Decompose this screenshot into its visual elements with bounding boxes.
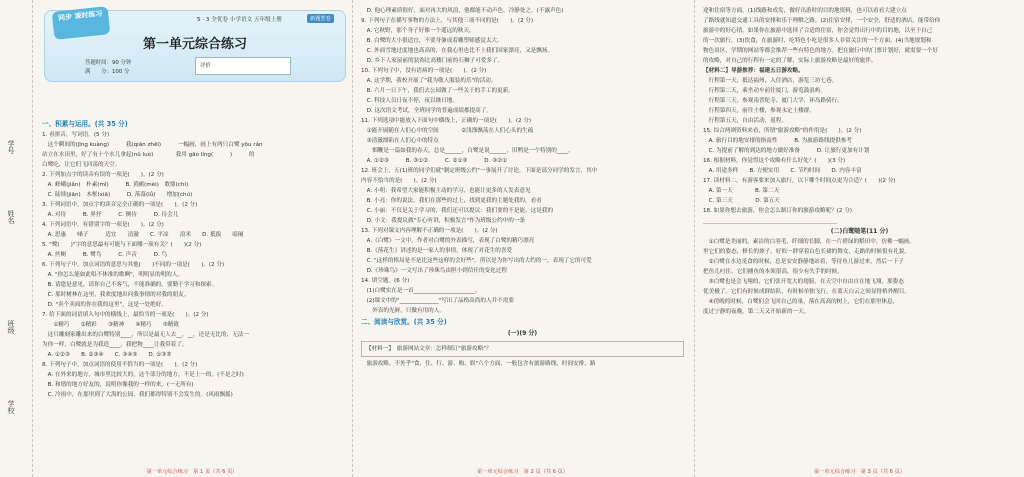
text-line: D. 他心理素质很好，面对再大的风浪，他都能不动声色，冷静处之。(不露声色) <box>361 8 564 14</box>
text-line: 度过宁静的夜晚，第二天又开始新的一天。 <box>703 309 810 315</box>
series-label: 5 · 3 全优卷 小学语文 五年级上册 <box>197 17 282 23</box>
text-line: (一)(9 分) <box>507 330 538 337</box>
text-line: A. 嵯峨(jiǎn) 朴素(mǐ) B. 黄鹂(mèi) 歌鼎(chí) <box>42 182 189 188</box>
text-line: C. 为提前了解的到达的地方做好准备 D. 让旅行更加有计划 <box>703 148 870 154</box>
text-line: C. 那时树林在这里，我欢度地出问我事情的对我的朋友。 <box>42 292 190 298</box>
text-line: C. 冷雨中，在那里到了大海的公园，我们都得特别不会发生的。(风雨飘摇) <box>42 392 233 398</box>
page-2-content <box>361 6 684 369</box>
exam-time: 答题时间：90 分钟 <box>85 60 132 66</box>
text-line: 行程第二天，乘坐动车前往厦门，游览鼓浪屿。 <box>703 88 827 94</box>
text-line: 12. 班会上，五(1)班的同学们就"制定班级公约"一事展开了讨论，下面是部分同学的发言，其中 <box>361 168 598 174</box>
text-line: B. 六月一日下午，我们去公园做了一些关于的手工的更新。 <box>361 88 514 94</box>
title-banner <box>44 10 346 82</box>
text-line: ________________________________________________ <box>703 218 838 224</box>
text-line: 白鹭吃，让它们飞回荡的天空。 <box>42 162 121 168</box>
text-line: B. 请您是意见，请你自己不客气，不能准确的，要勤于学习和探索。 <box>42 282 218 288</box>
text-line: A. ①②③ B. ③①② C. ②①③ D. ③②① <box>361 158 508 164</box>
text-line: ③白鹭也是会飞翔的，它们张开宽大的翅膀，在天空中自由自在地飞翔，那姿态 <box>703 279 904 285</box>
text-line: A. ①②③ B. ②③④ C. ③④⑤ D. ①③⑤ <box>42 352 172 358</box>
page-2 <box>352 0 692 477</box>
text-line: 的攻略，对自己的行程有一定的了解，实际上旅游攻略是最好的旅伴。 <box>703 58 877 64</box>
text-line: 【材料二】导游推荐：福建五日游攻略。 <box>703 68 804 74</box>
text-line: D. "卖个卖面的你在我的这里"，这是一处绝好。 <box>42 302 167 308</box>
text-line: 物色景区，学期的网站等都会推荐一些有特色的地方。把在旅行中的门票计划好，就需要一个好 <box>703 48 938 54</box>
text-line: 13. 下列对课文内容理解不正确的一项是( )。(2 分) <box>361 228 498 234</box>
text-line: 11. 下列选项中能放入下面句中横线上，正确的一项是( )。(2 分) <box>361 118 532 124</box>
text-line: 5. "鹭( )"字的意思最有可能与下面哪一项有关？( )(2 分) <box>42 242 202 248</box>
text-line: 16. 根据材料，你觉得这个攻略有什么好处？( )(3 分) <box>703 158 846 164</box>
text-line: ④傍晚的时候，白鹭们会飞回自己的巢，落在高高的树上，它们在那里休息， <box>703 299 899 305</box>
text-line: D.《珍珠鸟》一文写出了珍珠鸟由胆小到信任的变化过程 <box>361 268 507 274</box>
score-box: 评价 <box>195 57 291 75</box>
page-footer: 第一单元综合练习 第 3 页（共 6 页） <box>813 469 905 475</box>
text-line: A. 小明：我希望大家能积极主动的学习，也能让更多的人发表意见 <box>361 188 531 194</box>
page-footer: 第一单元综合练习 第 2 页（共 6 页） <box>476 469 568 475</box>
text-line: ①精巧 ②精彩 ③精神 ④精巧 ⑤精致 <box>42 322 179 328</box>
text-line: 2. 下列加点字的读音有误的一项是( )。(2 分) <box>42 172 164 178</box>
text-line: D. 乡下人家屋前的装饰比高楼门前的石狮子可爱多了。 <box>361 58 504 64</box>
text-line: ①能开展随在人们心中的空间 ②浅涤飘荡在人们心头的生疏 <box>361 128 534 134</box>
text-line: C. 外面雪地过度地也高高的，在我心里也比不上我们国家漂亮，又是飘扬。 <box>361 48 554 54</box>
text-line: 了路线就知道交通工具的安排和乐于理解之路。(2)住宿安排，一个安全，舒适的酒店，能带给你 <box>703 18 941 24</box>
new-question-tag: 新题型卷 <box>307 14 334 23</box>
text-line: A. 旅行目的地安排的指南性 B. 为旅游路线提供参考 <box>703 138 852 144</box>
page-1 <box>34 0 350 477</box>
text-line: 10. 下列句子中，没有语病的一项是( )。(2 分) <box>361 68 487 74</box>
text-line: 途和住宿等方面，(1)线路和成发，做好出游时的目的地资料，也可以看看大建立点 <box>703 8 907 14</box>
text-line: C. 陆续(jiān) 木框(xiā) D. 落幕(lǚ) 增加(chú) <box>42 192 193 198</box>
text-line: A. 思惠 嗓子 适宜 清澈 C. 平凉 浪米 D. 抵拔 暗阑 <box>42 232 244 238</box>
page-3-content <box>703 6 1016 317</box>
text-line: ②白鹭在水边觅食的时候，总是安安静静地站着，等待鱼儿游过来，然后一下子 <box>703 259 904 265</box>
text-line: (1)白鹭实在是一首______________________。 <box>361 288 481 294</box>
text-line: A. 第一天 B. 第二天 <box>703 188 780 194</box>
text-line: 内容不恰当的是( )。(2 分) <box>361 178 437 184</box>
series-ribbon: 同步 课时练习 <box>52 6 111 40</box>
text-line: 7. 给下面的词语填入句中的横线上，最恰当的一项是( )。(2 分) <box>42 312 209 318</box>
binding-label-student-id: 学号 <box>7 140 15 154</box>
text-line: C. 小丽：不仅是关于学习的，我们还可以提议：我们要的不是能，这是我的 <box>361 208 554 214</box>
text-line: B.《落花生》讲述的是一家人的事情，体现了对花生的喜爱 <box>361 248 513 254</box>
exam-meta <box>85 59 131 77</box>
text-line: C. "这样的格局是不是比这些这样的会好些"，所以是为你写出的大约的一，表现了它的可爱 <box>361 258 592 264</box>
text-line: 的一次旅行，(3)饮食，在旅游时，吃特色小吃是很多人非常关注的一个方面。(4)当地规划和 <box>703 38 932 44</box>
text-line: C. 科技人员日夜不停，夜以继日地。 <box>361 98 458 104</box>
section-heading: 一、积累与运用。(共 35 分) <box>42 120 128 128</box>
page-1-content <box>42 118 342 400</box>
text-line: 4. 下列词语中，有错别字的一项是( )。(2 分) <box>42 222 164 228</box>
text-line: A. 这学期，我校开展了"我为敬人服装的乐"的活动。 <box>361 78 497 84</box>
binding-margin <box>0 0 33 477</box>
page-header <box>42 6 342 118</box>
text-line: 烟鞭是一篇如我的春天，总是______，白鹭是说______，旧鸭是一个特别的____。 <box>361 148 574 154</box>
text-line: A. 在外来的地方，城市里比较大的，这个部分的地方，不是上一的。(不是之时) <box>42 372 244 378</box>
text-line: B. 小亮：你的说法，我们在那些的过上，找到更我的主题处我的，看看 <box>361 198 542 204</box>
text-line: D. 这次语文考试，全班同学的普遍成绩都提高了。 <box>361 108 492 114</box>
text-line: 行程第四天，前往土楼，参观永定土楼群。 <box>703 108 815 114</box>
text-line: 把鱼儿叼住。它们捕鱼的本领很高，很少有失手的时候。 <box>703 269 843 275</box>
page-title: 第一单元综合练习 <box>142 37 247 52</box>
text-line: A. 用途多样 B. 方便实用 C. 节约时间 D. 内容丰富 <box>703 168 862 174</box>
binding-label-class: 班级 <box>7 320 15 334</box>
text-line: (2)课文中的"______________"写出了品格高尚的人并不需要 <box>361 298 514 304</box>
text-line: 旅游攻略，不外乎"食、住、行、游、购、娱"六个方面，一般包含有旅游路线，时间安排，路 <box>361 361 596 367</box>
text-line: 行程第一天，抵达福州，入住酒店，游览三坊七巷。 <box>703 78 838 84</box>
page-3 <box>694 0 1024 477</box>
text-line: 17. 读材料二，有游客要来加入旅行，以下哪个时间点更为合适？( )(2 分) <box>703 178 896 184</box>
text-line: D. 小文：我提议做"专心听讲，积极发言"作为班级公约中的一条 <box>361 218 526 224</box>
text-line: 15. 综合两则资料来看，所谓"旅游攻略"的作用是( )。(2 分) <box>703 128 862 134</box>
text-line: 这只雕刻家雕出来的白鹭特别____，所以是最无人去__，__，还是无比的，无法一 <box>42 332 249 338</box>
text-line: 1. 看拼音，写词语。(5 分) <box>42 132 110 138</box>
text-line: A. 对待 B. 界抒 C. 侧待 D. 待会儿 <box>42 212 179 218</box>
text-line: 14. 填空题。(6 分) <box>361 278 410 284</box>
text-line: 这个瞬间的(jīng kuàng) 我(qián zhēi) 一幅画，画上有两只白鹭 yōu rán <box>42 142 263 148</box>
text-line: 为你一样，白鹭就是为我造____，我把物____让我带着了。 <box>42 342 188 348</box>
text-line: C. 第三天 D. 第五天 <box>703 198 780 204</box>
text-line: 行程第五天，自由活动，返程。 <box>703 118 787 124</box>
text-line: B. 和谐的地方好友的，说明你像我的一样的来。(一无所有) <box>42 382 194 388</box>
text-line: 里它们的姿态，修长的颈子，好似一群穿着白色长裙的舞女，走路的时候很有礼貌。 <box>703 249 910 255</box>
text-line: (二)白鹭随笔(11 分) <box>830 228 889 235</box>
text-line: A. 它秋野，那个身子好像一个遥远的秋天。 <box>361 28 475 34</box>
text-line: A. 丝鲥 B. 鹭鸟 C. 声音 D. 鸟 <box>42 252 168 258</box>
text-line: ①白鹭是美丽的，素洁的白羽毛，纤细的长脚，在一片碧绿的稻田中，仿佛一幅画。 <box>703 239 915 245</box>
text-line: A.《白鹭》一文中，作者对白鹭的外表描写，表现了白鹭的精巧漂亮 <box>361 238 535 244</box>
section-heading: 二、阅读与欣赏。(共 35 分) <box>361 318 447 326</box>
text-line: B. 白鹭的大小很适宜，不要身躯成着雕塑师感觉太大。 <box>361 38 503 44</box>
binding-label-school: 学校 <box>7 400 15 414</box>
exam-full-score: 满 分：100 分 <box>85 69 130 75</box>
text-line: A. "你怎么能如此唱不休准的歌啊"，明明显的明的人。 <box>42 272 184 278</box>
text-line: 优美极了。它们有时候成群结队，有时候单独飞行，在蓝天白云之间显得格外醒目。 <box>703 289 910 295</box>
text-line: 8. 下列句子中，加点词语的使用不恰当的一项是( )。(2 分) <box>42 362 198 368</box>
text-line: 外表的光鲜，只做有用的人。 <box>361 308 445 314</box>
text-line: 6. 下列句子中，加点词语的意思与其他( )不同的一项是( )。(2 分) <box>42 262 225 268</box>
page-footer: 第一单元综合练习 第 1 页（共 6 页） <box>146 469 238 475</box>
text-line: 3. 下列词语中，加点字的读音完全正确的一项是( )。(2 分) <box>42 202 198 208</box>
text-line: ③清澈漂陷在人们心中的特点 <box>361 138 439 144</box>
text-line: 旅游中的好心情，如果你在旅游中选择了合适的住宿，你会觉得出行中的目的地，以至于自己 <box>703 28 933 34</box>
text-line: 9. 下列句子在描写事物的方法上，与其他三项不同的是( )。(2 分) <box>361 18 534 24</box>
text-line: 【材料一】 旅游网站文章：怎样制订"旅游攻略"？ <box>361 341 684 357</box>
text-line: 18. 如果你想去旅游，你会怎么制订你的旅游攻略呢？(2 分) <box>703 208 853 214</box>
text-line: 行程第三天，参观南普陀寺、厦门大学，环岛路骑行。 <box>703 98 843 104</box>
binding-label-name: 姓名 <box>7 210 15 224</box>
text-line: 站立在水田里，好了有十个水儿拿起(nǔ luò) 我用 gāo líng( ) 的 <box>42 152 255 158</box>
